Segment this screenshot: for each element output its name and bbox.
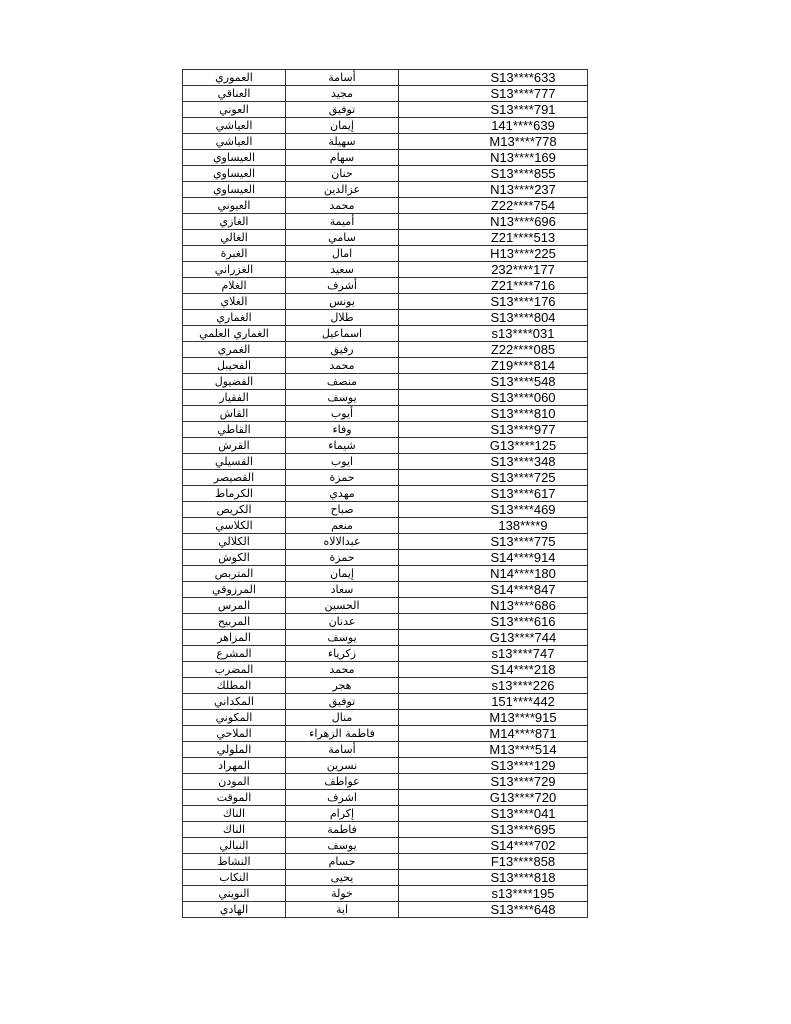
last-name-cell: الفضيول	[183, 374, 286, 390]
first-name-cell: يوسف	[286, 630, 399, 646]
table-row	[183, 486, 588, 502]
id-cell	[399, 454, 588, 470]
id-cell	[399, 150, 588, 166]
table-row	[183, 614, 588, 630]
id-cell	[399, 598, 588, 614]
id-cell	[399, 566, 588, 582]
id-number: S13****469	[490, 502, 556, 517]
id-number: S13****041	[490, 806, 556, 821]
id-number: H13****225	[490, 246, 556, 261]
table-row	[183, 742, 588, 758]
last-name-cell: الناك	[183, 806, 286, 822]
id-cell	[399, 886, 588, 902]
id-cell	[399, 422, 588, 438]
table-row	[183, 534, 588, 550]
table-row	[183, 694, 588, 710]
id-cell	[399, 230, 588, 246]
id-cell	[399, 342, 588, 358]
first-name-cell: عزالدين	[286, 182, 399, 198]
first-name-cell: مجيد	[286, 86, 399, 102]
table-row	[183, 166, 588, 182]
first-name-cell: الحسين	[286, 598, 399, 614]
last-name-cell: العياشي	[183, 134, 286, 150]
id-number: S13****176	[490, 294, 556, 309]
id-number: M13****778	[489, 134, 557, 149]
table-row	[183, 854, 588, 870]
first-name-cell: نسرين	[286, 758, 399, 774]
id-cell	[399, 406, 588, 422]
id-cell	[399, 486, 588, 502]
id-cell	[399, 694, 588, 710]
table-row	[183, 646, 588, 662]
id-number: F13****858	[490, 854, 556, 869]
table-row	[183, 390, 588, 406]
first-name-cell: خولة	[286, 886, 399, 902]
table-row	[183, 374, 588, 390]
first-name-cell: شيماء	[286, 438, 399, 454]
last-name-cell: القاطي	[183, 422, 286, 438]
last-name-cell: الغمري	[183, 342, 286, 358]
id-cell	[399, 102, 588, 118]
id-cell	[399, 774, 588, 790]
table-row	[183, 806, 588, 822]
id-number: S13****633	[490, 70, 556, 85]
last-name-cell: العناقي	[183, 86, 286, 102]
last-name-cell: الهادي	[183, 902, 286, 918]
first-name-cell: صباح	[286, 502, 399, 518]
id-cell	[399, 166, 588, 182]
id-cell	[399, 726, 588, 742]
table-row	[183, 886, 588, 902]
table-row	[183, 662, 588, 678]
roster-table	[182, 69, 588, 918]
first-name-cell: يوسف	[286, 390, 399, 406]
id-cell	[399, 326, 588, 342]
last-name-cell: العيساوي	[183, 150, 286, 166]
id-cell	[399, 358, 588, 374]
last-name-cell: الغزراني	[183, 262, 286, 278]
last-name-cell: المضرب	[183, 662, 286, 678]
last-name-cell: المكوني	[183, 710, 286, 726]
last-name-cell: المطلك	[183, 678, 286, 694]
table-row	[183, 358, 588, 374]
last-name-cell: الغازي	[183, 214, 286, 230]
first-name-cell: سعيد	[286, 262, 399, 278]
last-name-cell: الكلاسي	[183, 518, 286, 534]
first-name-cell: حنان	[286, 166, 399, 182]
first-name-cell: وفاء	[286, 422, 399, 438]
first-name-cell: أشرف	[286, 278, 399, 294]
last-name-cell: العيوني	[183, 198, 286, 214]
id-number: G13****720	[489, 790, 557, 805]
id-cell	[399, 86, 588, 102]
id-number: 232****177	[491, 262, 555, 277]
id-number: S13****977	[490, 422, 556, 437]
first-name-cell: امال	[286, 246, 399, 262]
id-number: N13****169	[490, 150, 556, 165]
id-number: S13****648	[490, 902, 556, 917]
first-name-cell: عبدالالاه	[286, 534, 399, 550]
id-cell	[399, 118, 588, 134]
first-name-cell: أميمة	[286, 214, 399, 230]
last-name-cell: الكوش	[183, 550, 286, 566]
id-number: Z19****814	[490, 358, 556, 373]
last-name-cell: القرش	[183, 438, 286, 454]
id-cell	[399, 374, 588, 390]
first-name-cell: توفيق	[286, 102, 399, 118]
last-name-cell: المزاهر	[183, 630, 286, 646]
first-name-cell: هجر	[286, 678, 399, 694]
first-name-cell: سهام	[286, 150, 399, 166]
id-number: s13****195	[491, 886, 555, 901]
first-name-cell: عدنان	[286, 614, 399, 630]
id-number: G13****744	[489, 630, 557, 645]
id-number: S14****847	[490, 582, 556, 597]
id-number: Z22****085	[490, 342, 556, 357]
table-row	[183, 182, 588, 198]
table-row	[183, 438, 588, 454]
last-name-cell: العوني	[183, 102, 286, 118]
first-name-cell: فاطمة الزهراء	[286, 726, 399, 742]
id-number: M13****514	[489, 742, 557, 757]
id-cell	[399, 214, 588, 230]
id-number: S13****725	[490, 470, 556, 485]
id-cell	[399, 246, 588, 262]
first-name-cell: عواطف	[286, 774, 399, 790]
id-cell	[399, 470, 588, 486]
table-row	[183, 566, 588, 582]
id-cell	[399, 614, 588, 630]
roster-table-body	[183, 70, 588, 918]
id-number: s13****747	[491, 646, 555, 661]
table-row	[183, 150, 588, 166]
table-row	[183, 198, 588, 214]
id-number: S13****729	[490, 774, 556, 789]
last-name-cell: العيساوي	[183, 166, 286, 182]
last-name-cell: الفقيار	[183, 390, 286, 406]
id-number: S13****129	[490, 758, 556, 773]
id-cell	[399, 502, 588, 518]
id-cell	[399, 790, 588, 806]
last-name-cell: الغماري	[183, 310, 286, 326]
table-row	[183, 598, 588, 614]
table-row	[183, 230, 588, 246]
first-name-cell: سعاد	[286, 582, 399, 598]
id-number: M14****871	[489, 726, 557, 741]
first-name-cell: مهدي	[286, 486, 399, 502]
id-number: M13****915	[489, 710, 557, 725]
first-name-cell: أيوب	[286, 406, 399, 422]
id-cell	[399, 630, 588, 646]
id-cell	[399, 518, 588, 534]
id-number: N13****237	[490, 182, 556, 197]
first-name-cell: حسام	[286, 854, 399, 870]
first-name-cell: زكرياء	[286, 646, 399, 662]
id-number: S13****818	[490, 870, 556, 885]
first-name-cell: توفيق	[286, 694, 399, 710]
id-number: s13****031	[491, 326, 555, 341]
table-row	[183, 294, 588, 310]
id-number: S13****060	[490, 390, 556, 405]
id-cell	[399, 310, 588, 326]
id-number: S13****616	[490, 614, 556, 629]
first-name-cell: فاطمة	[286, 822, 399, 838]
table-row	[183, 278, 588, 294]
id-number: S13****810	[490, 406, 556, 421]
table-row	[183, 310, 588, 326]
id-number: N14****180	[490, 566, 556, 581]
last-name-cell: الغلاي	[183, 294, 286, 310]
id-number: S13****695	[490, 822, 556, 837]
table-row	[183, 134, 588, 150]
id-cell	[399, 822, 588, 838]
table-row	[183, 518, 588, 534]
table-row	[183, 774, 588, 790]
last-name-cell: العيساوي	[183, 182, 286, 198]
id-number: S13****775	[490, 534, 556, 549]
id-number: S13****791	[490, 102, 556, 117]
last-name-cell: الكرماط	[183, 486, 286, 502]
table-row	[183, 470, 588, 486]
table-row	[183, 710, 588, 726]
table-row	[183, 70, 588, 86]
id-cell	[399, 278, 588, 294]
last-name-cell: الغبرة	[183, 246, 286, 262]
last-name-cell: المكداني	[183, 694, 286, 710]
last-name-cell: الملاحي	[183, 726, 286, 742]
first-name-cell: محمد	[286, 358, 399, 374]
id-cell	[399, 534, 588, 550]
table-row	[183, 838, 588, 854]
id-cell	[399, 806, 588, 822]
table-row	[183, 406, 588, 422]
id-cell	[399, 854, 588, 870]
id-number: N13****696	[490, 214, 556, 229]
first-name-cell: اية	[286, 902, 399, 918]
table-row	[183, 502, 588, 518]
first-name-cell: سهيلة	[286, 134, 399, 150]
last-name-cell: النشاط	[183, 854, 286, 870]
last-name-cell: الفحيبل	[183, 358, 286, 374]
last-name-cell: القاش	[183, 406, 286, 422]
last-name-cell: المهراد	[183, 758, 286, 774]
first-name-cell: رفيق	[286, 342, 399, 358]
id-cell	[399, 582, 588, 598]
id-cell	[399, 294, 588, 310]
id-number: Z21****513	[490, 230, 556, 245]
first-name-cell: يونس	[286, 294, 399, 310]
id-number: 151****442	[491, 694, 555, 709]
id-number: S13****617	[490, 486, 556, 501]
first-name-cell: أسامة	[286, 70, 399, 86]
id-cell	[399, 838, 588, 854]
id-number: Z21****716	[490, 278, 556, 293]
id-cell	[399, 182, 588, 198]
id-cell	[399, 710, 588, 726]
id-cell	[399, 646, 588, 662]
id-cell	[399, 438, 588, 454]
id-cell	[399, 758, 588, 774]
last-name-cell: القصيصر	[183, 470, 286, 486]
id-number: S13****348	[490, 454, 556, 469]
table-row	[183, 102, 588, 118]
id-number: S13****548	[490, 374, 556, 389]
first-name-cell: حمزة	[286, 470, 399, 486]
table-row	[183, 790, 588, 806]
last-name-cell: المتربص	[183, 566, 286, 582]
id-cell	[399, 550, 588, 566]
table-row	[183, 678, 588, 694]
table-row	[183, 582, 588, 598]
id-number: S14****702	[490, 838, 556, 853]
first-name-cell: حمزة	[286, 550, 399, 566]
id-cell	[399, 70, 588, 86]
last-name-cell: القسيلي	[183, 454, 286, 470]
id-number: G13****125	[489, 438, 557, 453]
table-row	[183, 550, 588, 566]
last-name-cell: النويني	[183, 886, 286, 902]
id-cell	[399, 198, 588, 214]
table-row	[183, 214, 588, 230]
id-number: Z22****754	[490, 198, 556, 213]
first-name-cell: محمد	[286, 198, 399, 214]
id-number: S13****855	[490, 166, 556, 181]
table-row	[183, 758, 588, 774]
first-name-cell: سامي	[286, 230, 399, 246]
id-number: S14****914	[490, 550, 556, 565]
last-name-cell: النكاب	[183, 870, 286, 886]
first-name-cell: منعم	[286, 518, 399, 534]
last-name-cell: الغالي	[183, 230, 286, 246]
first-name-cell: طلال	[286, 310, 399, 326]
table-row	[183, 118, 588, 134]
table-row	[183, 326, 588, 342]
id-number: S13****804	[490, 310, 556, 325]
table-row	[183, 454, 588, 470]
first-name-cell: ايوب	[286, 454, 399, 470]
first-name-cell: أسامة	[286, 742, 399, 758]
first-name-cell: إكرام	[286, 806, 399, 822]
first-name-cell: إيمان	[286, 118, 399, 134]
last-name-cell: المربيح	[183, 614, 286, 630]
first-name-cell: منال	[286, 710, 399, 726]
last-name-cell: الناك	[183, 822, 286, 838]
first-name-cell: محمد	[286, 662, 399, 678]
table-row	[183, 342, 588, 358]
id-cell	[399, 262, 588, 278]
last-name-cell: المرزوقي	[183, 582, 286, 598]
id-number: S13****777	[490, 86, 556, 101]
last-name-cell: الغماري العلمي	[183, 326, 286, 342]
id-cell	[399, 678, 588, 694]
id-number: s13****226	[491, 678, 555, 693]
last-name-cell: المودن	[183, 774, 286, 790]
id-number: 141****639	[491, 118, 555, 133]
last-name-cell: العموري	[183, 70, 286, 86]
last-name-cell: المشرع	[183, 646, 286, 662]
id-cell	[399, 134, 588, 150]
id-number: 138****9	[498, 518, 548, 533]
table-row	[183, 262, 588, 278]
last-name-cell: الكلالي	[183, 534, 286, 550]
last-name-cell: الغلام	[183, 278, 286, 294]
last-name-cell: النبالي	[183, 838, 286, 854]
table-row	[183, 870, 588, 886]
table-row	[183, 422, 588, 438]
last-name-cell: المرس	[183, 598, 286, 614]
first-name-cell: يحيى	[286, 870, 399, 886]
table-row	[183, 902, 588, 918]
id-cell	[399, 662, 588, 678]
first-name-cell: اشرف	[286, 790, 399, 806]
id-number: N13****686	[490, 598, 556, 613]
table-row	[183, 86, 588, 102]
last-name-cell: العياشي	[183, 118, 286, 134]
id-number: S14****218	[490, 662, 556, 677]
last-name-cell: الكريص	[183, 502, 286, 518]
last-name-cell: الملولي	[183, 742, 286, 758]
table-row	[183, 246, 588, 262]
table-row	[183, 726, 588, 742]
first-name-cell: منصف	[286, 374, 399, 390]
last-name-cell: الموقت	[183, 790, 286, 806]
id-cell	[399, 742, 588, 758]
first-name-cell: يوسف	[286, 838, 399, 854]
table-row	[183, 822, 588, 838]
id-cell	[399, 902, 588, 918]
id-cell	[399, 870, 588, 886]
id-cell	[399, 390, 588, 406]
first-name-cell: إيمان	[286, 566, 399, 582]
first-name-cell: اسماعيل	[286, 326, 399, 342]
table-row	[183, 630, 588, 646]
